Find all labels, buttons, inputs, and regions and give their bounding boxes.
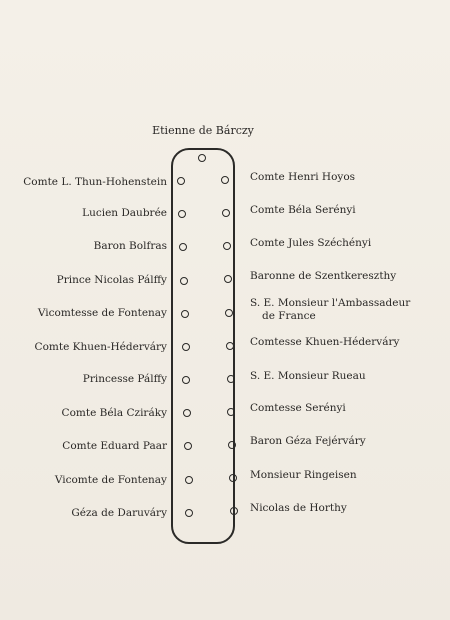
- left-guest-2: Lucien Daubrée: [82, 207, 167, 219]
- left-seat-7: [182, 376, 190, 384]
- right-guest-7: S. E. Monsieur Rueau: [250, 370, 366, 382]
- right-guest-10: Monsieur Ringeisen: [250, 469, 357, 481]
- right-seat-6: [226, 342, 234, 350]
- left-guest-8: Comte Béla Cziráky: [61, 407, 167, 419]
- right-guest-1: Comte Henri Hoyos: [250, 171, 356, 183]
- right-seat-11: [230, 507, 238, 515]
- left-guest-11: Géza de Daruváry: [71, 507, 167, 519]
- left-guest-10: Vicomte de Fontenay: [54, 474, 167, 486]
- right-guest-2: Comte Béla Serényi: [250, 204, 356, 216]
- left-guest-3: Baron Bolfras: [93, 240, 167, 252]
- left-seat-6: [182, 343, 190, 351]
- left-seat-8: [183, 409, 191, 417]
- right-guest-5-line-2: de France: [262, 310, 316, 322]
- right-seat-1: [221, 176, 229, 184]
- left-guest-5: Vicomtesse de Fontenay: [37, 307, 167, 319]
- right-guest-8: Comtesse Serényi: [250, 402, 346, 414]
- right-guest-6: Comtesse Khuen-Héderváry: [250, 336, 400, 348]
- right-guest-11: Nicolas de Horthy: [250, 502, 347, 514]
- right-seat-8: [227, 408, 235, 416]
- left-seat-11: [185, 509, 193, 517]
- left-seat-9: [184, 442, 192, 450]
- left-seat-4: [180, 277, 188, 285]
- left-seat-1: [177, 177, 185, 185]
- right-seat-4: [224, 275, 232, 283]
- right-guest-3: Comte Jules Széchényi: [250, 237, 372, 249]
- left-guest-1: Comte L. Thun-Hohenstein: [23, 176, 167, 188]
- right-seat-9: [228, 441, 236, 449]
- right-guest-4: Baronne de Szentkereszthy: [250, 270, 397, 282]
- left-seat-2: [178, 210, 186, 218]
- left-guest-7: Princesse Pálffy: [82, 373, 167, 385]
- right-guest-9: Baron Géza Fejérváry: [250, 435, 366, 447]
- left-seat-5: [181, 310, 189, 318]
- right-seat-10: [229, 474, 237, 482]
- left-seat-3: [179, 243, 187, 251]
- right-seat-7: [227, 375, 235, 383]
- right-seat-5: [225, 309, 233, 317]
- right-seat-3: [223, 242, 231, 250]
- right-seat-2: [222, 209, 230, 217]
- head-of-table-name: Etienne de Bárczy: [152, 124, 254, 137]
- head-seat: [198, 154, 206, 162]
- left-guest-9: Comte Eduard Paar: [62, 440, 167, 452]
- right-guest-5: [250, 297, 430, 323]
- left-guest-4: Prince Nicolas Pálffy: [56, 274, 167, 286]
- left-guest-6: Comte Khuen-Héderváry: [34, 341, 167, 353]
- right-guest-5-line-1: S. E. Monsieur l'Ambassadeur: [250, 297, 411, 309]
- left-seat-10: [185, 476, 193, 484]
